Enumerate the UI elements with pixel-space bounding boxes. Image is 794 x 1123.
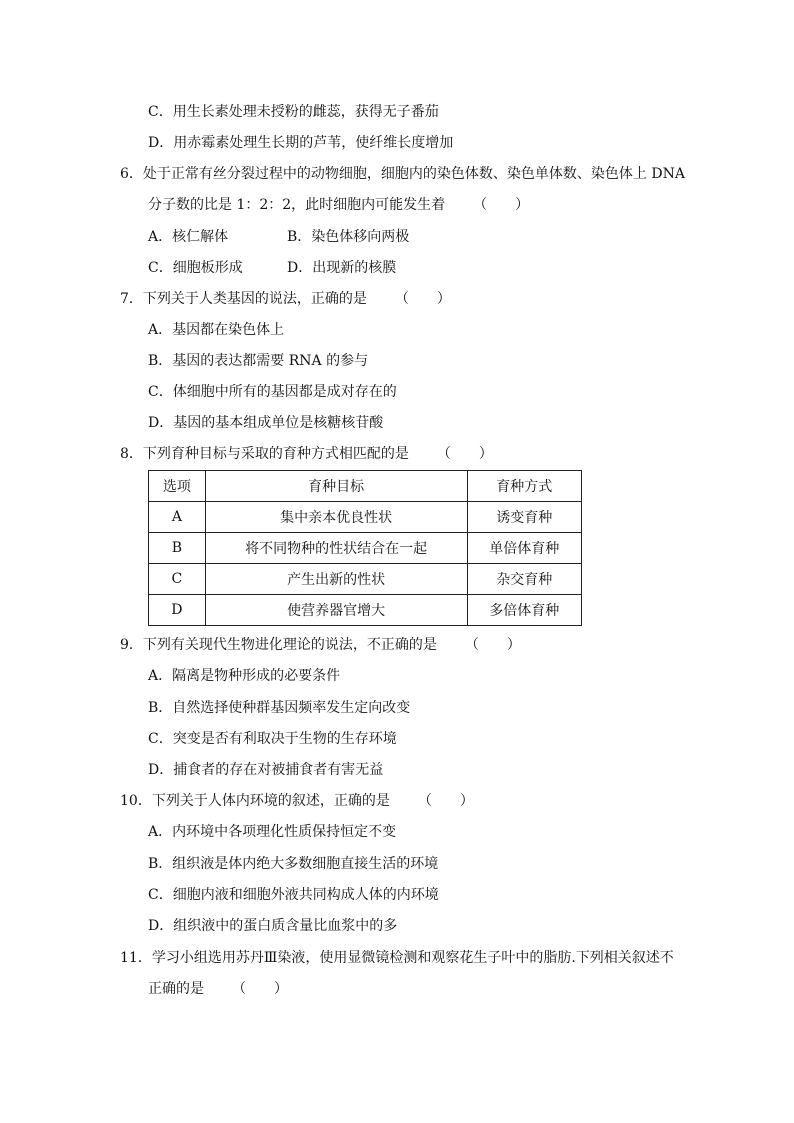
table-cell: A xyxy=(149,502,206,533)
q11-stem-line1: 11．学习小组选用苏丹Ⅲ染液，使用显微镜检测和观察花生子叶中的脂肪.下列相关叙述不 xyxy=(120,950,674,966)
table-header-cell: 选项 xyxy=(149,471,206,502)
q9-option-b: B．自然选择使种群基因频率发生定向改变 xyxy=(148,700,411,716)
q10-option-c: C．细胞内液和细胞外液共同构成人体的内环境 xyxy=(148,887,439,903)
q6-answer-paren: （ ） xyxy=(473,197,530,213)
table-header-cell: 育种方式 xyxy=(467,471,582,502)
table-header-cell: 育种目标 xyxy=(205,471,467,502)
q8-stem-text: 8．下列育种目标与采取的育种方式相匹配的是 xyxy=(120,446,409,462)
table-cell: B xyxy=(149,533,206,564)
q7-option-a: A．基因都在染色体上 xyxy=(148,322,285,338)
q11-stem-line2 xyxy=(148,979,288,999)
table-cell: 使营养器官增大 xyxy=(205,595,467,626)
q6-option-b: B．染色体移向两极 xyxy=(287,229,410,245)
q10-answer-paren: （ ） xyxy=(417,793,474,809)
table-cell: 产生出新的性状 xyxy=(205,564,467,595)
table-cell: D xyxy=(149,595,206,626)
q6-option-c: C．细胞板形成 xyxy=(148,260,243,276)
q10-option-a: A．内环境中各项理化性质保持恒定不变 xyxy=(148,824,397,840)
q7-option-d: D．基因的基本组成单位是核糖核苷酸 xyxy=(148,415,384,431)
breeding-table xyxy=(148,470,582,626)
table-cell: 杂交育种 xyxy=(467,564,582,595)
table-cell: 诱变育种 xyxy=(467,502,582,533)
table-row xyxy=(149,595,582,626)
q7-option-b: B．基因的表达都需要 RNA 的参与 xyxy=(148,353,369,369)
q7-answer-paren: （ ） xyxy=(394,291,451,307)
q5-option-c: C．用生长素处理未授粉的雌蕊，获得无子番茄 xyxy=(148,104,439,120)
table-cell: 将不同物种的性状结合在一起 xyxy=(205,533,467,564)
q10-stem xyxy=(120,791,474,811)
q11-stem-text: 正确的是 xyxy=(148,981,204,997)
table-cell: C xyxy=(149,564,206,595)
q6-stem-text: 分子数的比是 1：2：2，此时细胞内可能发生着 xyxy=(148,197,446,213)
q8-answer-paren: （ ） xyxy=(436,446,493,462)
q9-option-d: D．捕食者的存在对被捕食者有害无益 xyxy=(148,762,384,778)
table-header-row xyxy=(149,471,582,502)
q7-option-c: C．体细胞中所有的基因都是成对存在的 xyxy=(148,384,397,400)
q5-option-d: D．用赤霉素处理生长期的芦苇，使纤维长度增加 xyxy=(148,135,454,151)
q9-stem xyxy=(120,635,521,655)
q7-stem xyxy=(120,289,451,309)
q10-option-d: D．组织液中的蛋白质含量比血浆中的多 xyxy=(148,918,398,934)
q10-stem-text: 10．下列关于人体内环境的叙述，正确的是 xyxy=(120,793,390,809)
q11-answer-paren: （ ） xyxy=(232,981,288,997)
table-row xyxy=(149,502,582,533)
table-cell: 多倍体育种 xyxy=(467,595,582,626)
q9-option-a: A．隔离是物种形成的必要条件 xyxy=(148,668,341,684)
q6-stem-line1: 6．处于正常有丝分裂过程中的动物细胞，细胞内的染色体数、染色单体数、染色体上 DNA xyxy=(120,166,685,182)
q9-answer-paren: （ ） xyxy=(464,637,521,653)
table-row xyxy=(149,533,582,564)
q10-option-b: B．组织液是体内绝大多数细胞直接生活的环境 xyxy=(148,856,439,872)
q8-stem xyxy=(120,444,493,464)
table-row xyxy=(149,564,582,595)
q9-option-c: C．突变是否有利取决于生物的生存环境 xyxy=(148,731,397,747)
q7-stem-text: 7．下列关于人类基因的说法，正确的是 xyxy=(120,291,367,307)
q6-option-d: D．出现新的核膜 xyxy=(287,260,397,276)
q6-stem-line2 xyxy=(148,195,529,215)
q9-stem-text: 9．下列有关现代生物进化理论的说法，不正确的是 xyxy=(120,637,437,653)
q6-option-a: A．核仁解体 xyxy=(148,229,229,245)
table-cell: 集中亲本优良性状 xyxy=(205,502,467,533)
table-cell: 单倍体育种 xyxy=(467,533,582,564)
